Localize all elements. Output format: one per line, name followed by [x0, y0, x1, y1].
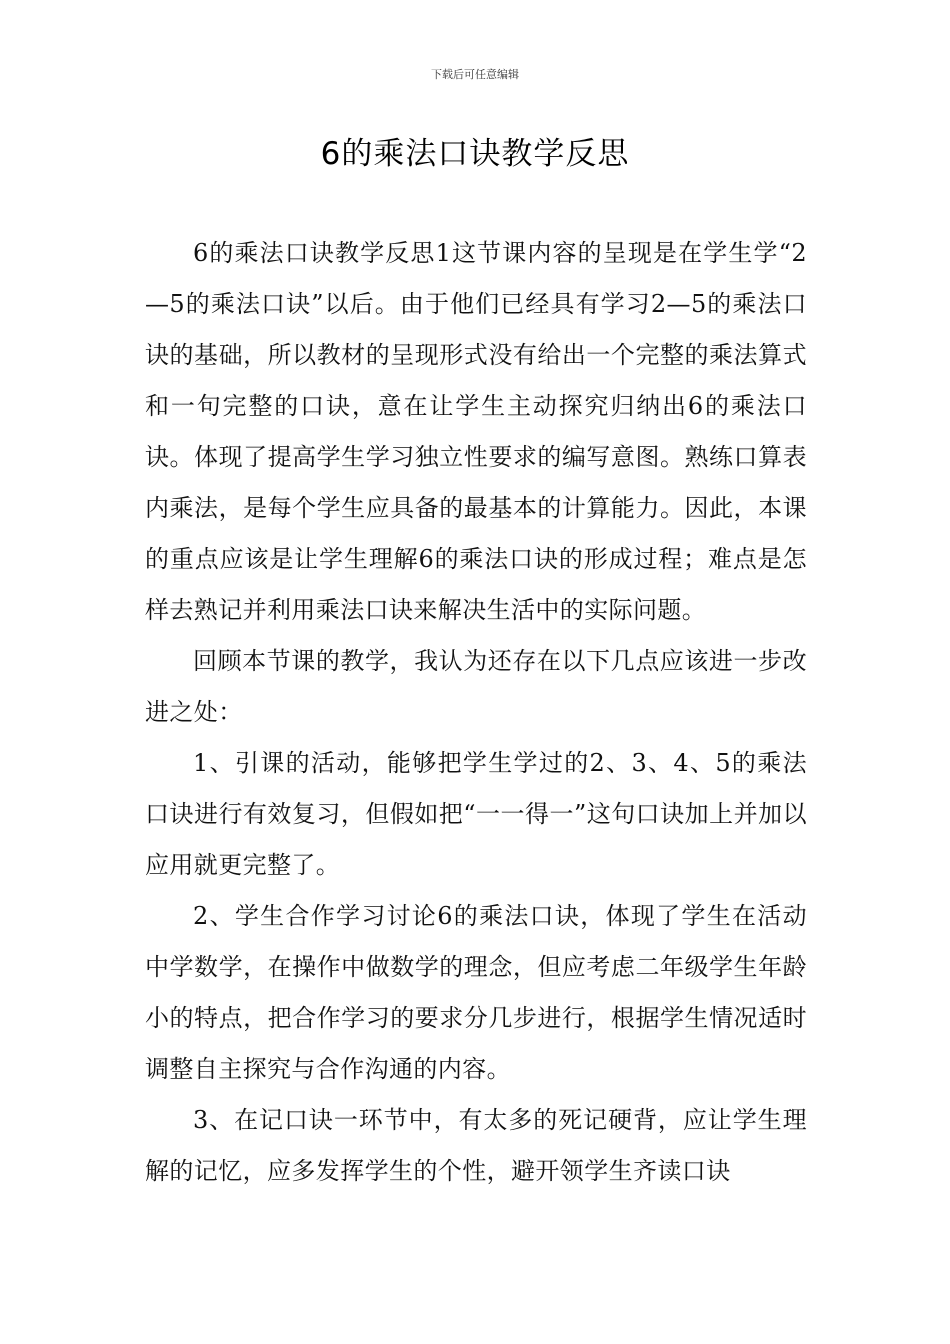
paragraph-point-2: 2、学生合作学习讨论6的乘法口诀，体现了学生在活动中学数学，在操作中做数学的理念，但应考虑二年级学生年龄小的特点，把合作学习的要求分几步进行，根据学生情况适时调整自主探究与合作沟通的内容。 [145, 902, 807, 1083]
paragraph-point-1: 1、引课的活动，能够把学生学过的2、3、4、5的乘法口诀进行有效复习，但假如把“一一得一”这句口诀加上并加以应用就更完整了。 [145, 749, 807, 879]
paragraph-intro: 6的乘法口诀教学反思1这节课内容的呈现是在学生学“2—5的乘法口诀”以后。由于他们已经具有学习2—5的乘法口诀的基础，所以教材的呈现形式没有给出一个完整的乘法算式和一句完整的口诀，意在让学生主动探究归纳出6的乘法口诀。体现了提高学生学习独立性要求的编写意图。熟练口算表内乘法，是每个学生应具备的最基本的计算能力。因此，本课的重点应该是让学生理解6的乘法口诀的形成过程；难点是怎样去熟记并利用乘法口诀来解决生活中的实际问题。 [145, 239, 807, 624]
header-note: 下载后可任意编辑 [431, 68, 519, 81]
document-title: 6的乘法口诀教学反思 [320, 136, 630, 172]
document-body [145, 228, 807, 1197]
paragraph-review: 回顾本节课的教学，我认为还存在以下几点应该进一步改进之处： [145, 647, 807, 726]
paragraph-point-3: 3、在记口诀一环节中，有太多的死记硬背，应让学生理解的记忆，应多发挥学生的个性，避开领学生齐读口诀 [145, 1106, 807, 1185]
